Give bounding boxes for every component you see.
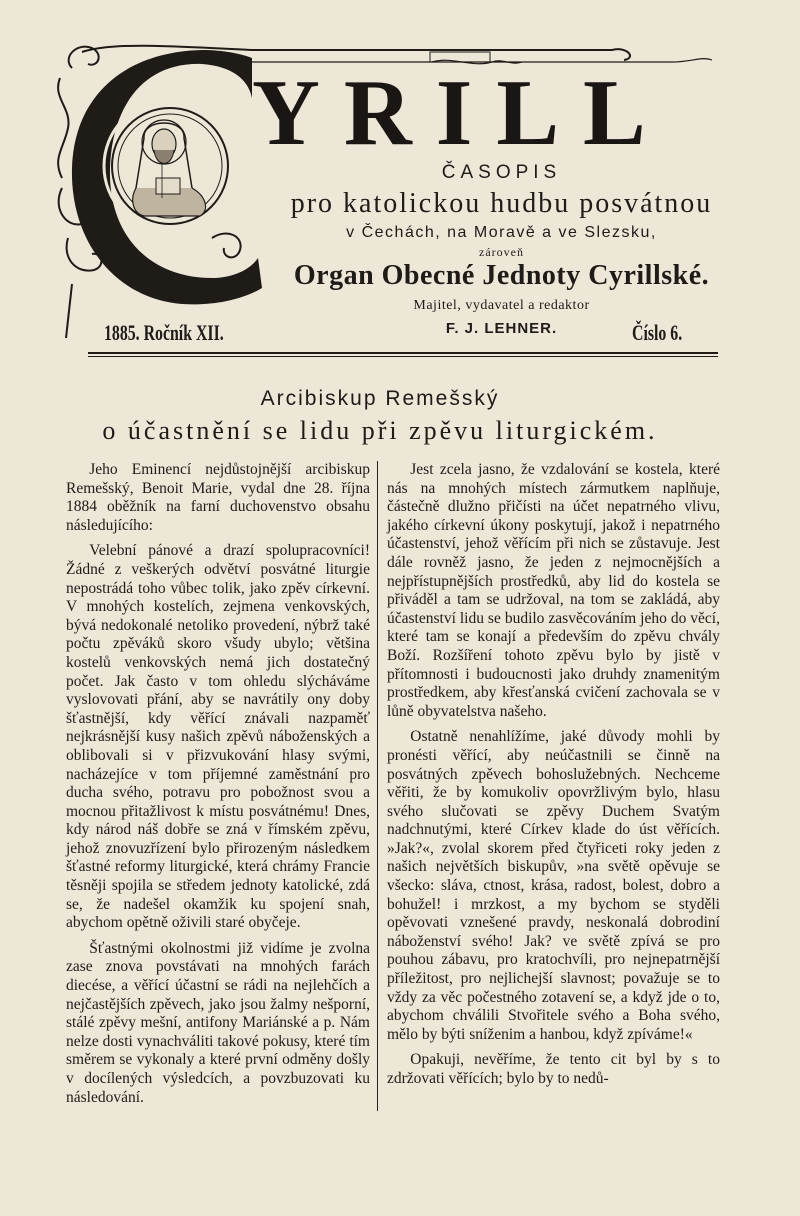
article-heading-line2: o účastnění se lidu při zpěvu liturgickém. — [102, 416, 658, 445]
masthead — [52, 38, 722, 350]
left-paragraph-2: Velební pánové a drazí spolupracovníci! Žádné z veškerých odvětví posvátné liturgie nepostrádá toho vůbec tolik, jako zpěv církevní. V mnohých kostelích, zejmena venkovských, bývá nedokonalé netoliko provedení, nýbrž také počtu zpěváků skoro všudy ubylo; většina kostelů venkovských nemá jich dostatečný počet. Jak často v tom ohledu slýcháváme vyslovovati přání, aby se navrátily ony doby šťastnější, kdy věřící znávali nazpaměť nejkrásnější kusy našich zpěvů náboženských a oblibovali si v přizvukování hlasy svými, nacházejíce v tom příjemné zaměstnání pro ducha svého, potravu pro pobožnost svou a mocnou přitažlivost k místu posvátnému! Dnes, kdy národ náš dobře se zná v římském zpěvu, jehož znovuzřízení bylo přirozeným následkem šťastné reformy liturgické, která chrámy Francie těsněji spojila se středem jednoty katolické, zdá se, že nadešel okamžik ku spojení snah, abychom opětně oživili staré obyčeje. — [66, 542, 370, 932]
year-volume: 1885. Ročník XII. — [104, 320, 224, 345]
left-column — [66, 461, 370, 1107]
right-column — [387, 461, 720, 1089]
issue-number: Číslo 6. — [632, 320, 683, 345]
owner-name: F. J. LEHNER. — [445, 320, 558, 337]
masthead-owner-label: Majitel, vydavatel a redaktor — [413, 298, 590, 313]
left-paragraph-3: Šťastnými okolnostmi již vidíme je zvolna zase znova povstávati na mnohých farách diecése, a věřící účastní se rádi na nejlehčích a nejčastějších zpěvech, jako jsou žalmy nešporní, stálé zpěvy mešní, antifony Mariánské a p. Nám nelze dosti vynachváliti takové pokusy, které tím směrem se vykonaly a které první odměny došly v docílených výsledcích, a povzbuzovati ku následování. — [66, 939, 370, 1106]
column-divider — [377, 461, 378, 1111]
left-paragraph-1: Jeho Eminencí nejdůstojnější arcibiskup Remešský, Benoit Marie, vydal dne 28. října 1884 oběžník na farní duchovenstvo obsahu následujícího: — [66, 461, 370, 534]
masthead-region: v Čechách, na Moravě a ve Slezsku, — [346, 224, 657, 241]
masthead-conjunction: zároveň — [479, 245, 524, 259]
masthead-rule — [88, 352, 718, 354]
masthead-subtitle: ČASOPIS — [441, 162, 562, 183]
right-paragraph-2: Ostatně nenahlížíme, jaké důvody mohli by pronésti věřící, aby neúčastnili se činně na posvátných zpěvech bohoslužebných. Nechceme věřiti, že by komukoliv opovržlivým bylo, hlasu svého slučovati se zpěvy Duchem Svatým nadchnutými, které Církev klade do úst věřících. »Jak?«, zvolal skorem před čtyřiceti roky jeden z našich největších biskupův, »na světě opěvuje se všecko: sláva, ctnost, krása, radost, bolest, dobro a bohužel! i mrzkost, a my bychom se styděli opěvovati vznešené pravdy, neskonalá dobrodiní náboženství svého! Jak? ve světě zpívá se pro pouhou zábavu, pro kratochvíli, pro nejnepatrnější příležitost, pro nejlichejší slavnost; považuje se to vždy za věc počestného zotavení se, a když jde o to, abychom chválili Stvořitele svého a Boha svého, mělo by býti sníženim a hanbou, když zpíváme!« — [387, 728, 720, 1043]
right-paragraph-3: Opakuji, nevěříme, že tento cit byl by s to zdržovati věřících; bylo by to nedů- — [387, 1051, 720, 1087]
article-heading-line1: Arcibiskup Remešský — [260, 387, 500, 410]
right-paragraph-1: Jest zcela jasno, že vzdalování se kostela, které nás na mnohých místech zármutkem naplňuje, částečně dlužno přičísti na účet nepatrného vlivu, jakého církevní úkony poskytují, jakož i nepatrného účastenství, jehož věřícím při nich se zůstavuje. Jest dále rovněž jasno, že jeden z nejmocnějších a nejpřístupnějších prostředků, aby lid do kostela se přiváděl a tam se udržoval, na tom se zakládá, aby účastenství lidu se budilo zasvěcováním jeho do věcí, které tam se konají a především do zpěvu chvály Boží. Rozšíření tohoto zpěvu bylo by jistě v přítomnosti i budoucnosti jako druhdy znamenitým prostředkem, aby křesťanská cvičení zachovala se v lůně obyvatelstva našeho. — [387, 461, 720, 720]
masthead-organ: Organ Obecné Jednoty Cyrillské. — [293, 260, 710, 291]
masthead-rule-thin — [88, 356, 718, 357]
masthead-title: YRILL — [252, 61, 670, 165]
masthead-tagline: pro katolickou hudbu posvátnou — [290, 188, 713, 219]
